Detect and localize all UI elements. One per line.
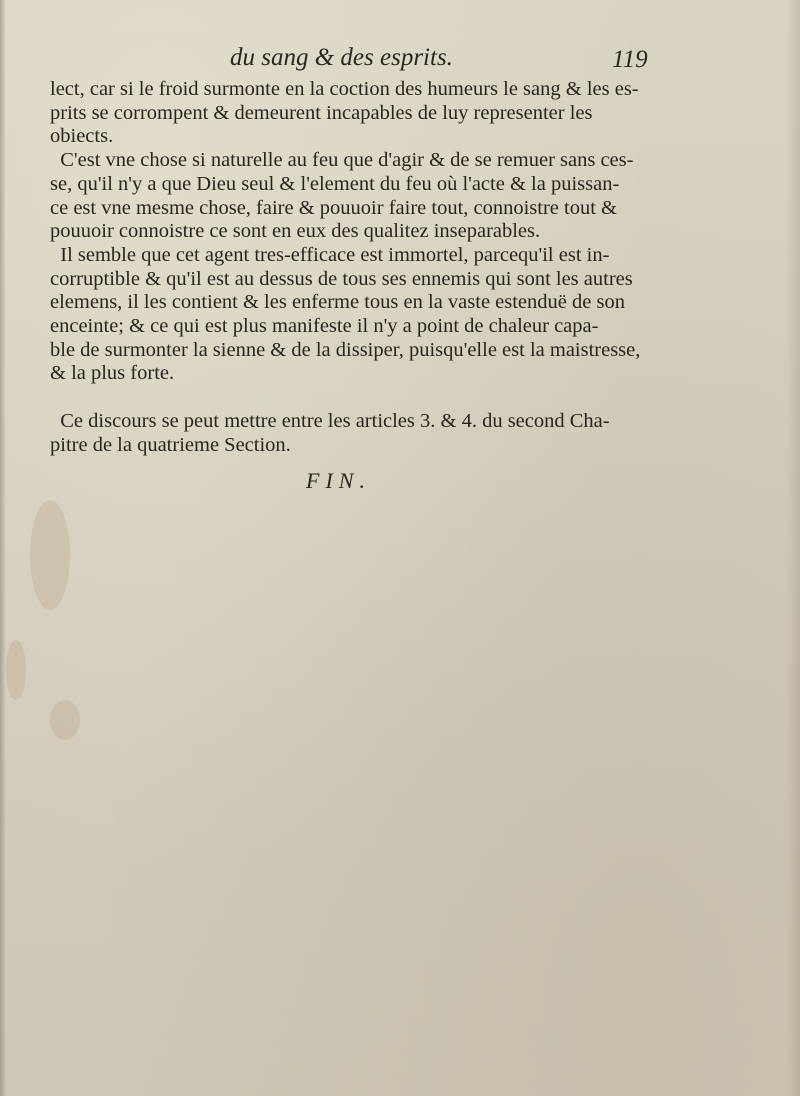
page-right-edge bbox=[786, 0, 800, 1096]
text-line: elemens, il les contient & les enferme tous en la vaste estenduë de son bbox=[50, 291, 625, 314]
paragraph bbox=[50, 78, 670, 149]
text-line: & la plus forte. bbox=[50, 362, 175, 385]
paragraph bbox=[50, 244, 670, 386]
text-line: ce est vne mesme chose, faire & pouuoir faire tout, connoistre tout & bbox=[50, 196, 617, 219]
paragraph bbox=[50, 410, 670, 457]
fin-text: FIN. bbox=[306, 468, 371, 493]
text-line: Il semble que cet agent tres-efficace est immortel, parcequ'il est in- bbox=[50, 243, 610, 266]
page-number: 119 bbox=[612, 46, 648, 73]
running-title: du sang & des esprits. bbox=[230, 44, 453, 71]
text-line: pouuoir connoistre ce sont en eux des qualitez inseparables. bbox=[50, 220, 541, 243]
text-line: pitre de la quatrieme Section. bbox=[50, 433, 291, 456]
body-text bbox=[50, 78, 670, 458]
text-line: lect, car si le froid surmonte en la coction des humeurs le sang & les es- bbox=[50, 78, 639, 100]
paragraph-gap bbox=[50, 386, 670, 410]
page-left-edge bbox=[0, 0, 6, 1096]
text-line: enceinte; & ce qui est plus manifeste il n'y a point de chaleur capa- bbox=[50, 315, 599, 338]
paper-stain bbox=[6, 640, 26, 700]
text-line: Ce discours se peut mettre entre les articles 3. & 4. du second Cha- bbox=[50, 410, 610, 433]
text-line: C'est vne chose si naturelle au feu que d'agir & de se remuer sans ces- bbox=[50, 149, 634, 172]
running-head bbox=[0, 40, 800, 80]
paper-stain bbox=[50, 700, 80, 740]
text-line: corruptible & qu'il est au dessus de tous ses ennemis qui sont les autres bbox=[50, 267, 633, 290]
paragraph bbox=[50, 149, 670, 244]
text-line: se, qu'il n'y a que Dieu seul & l'element du feu où l'acte & la puissan- bbox=[50, 172, 620, 195]
paper-stain bbox=[30, 500, 70, 610]
text-line: prits se corrompent & demeurent incapables de luy representer les bbox=[50, 101, 593, 124]
text-line: ble de surmonter la sienne & de la dissiper, puisqu'elle est la maistresse, bbox=[50, 338, 641, 361]
text-line: obiects. bbox=[50, 125, 114, 148]
